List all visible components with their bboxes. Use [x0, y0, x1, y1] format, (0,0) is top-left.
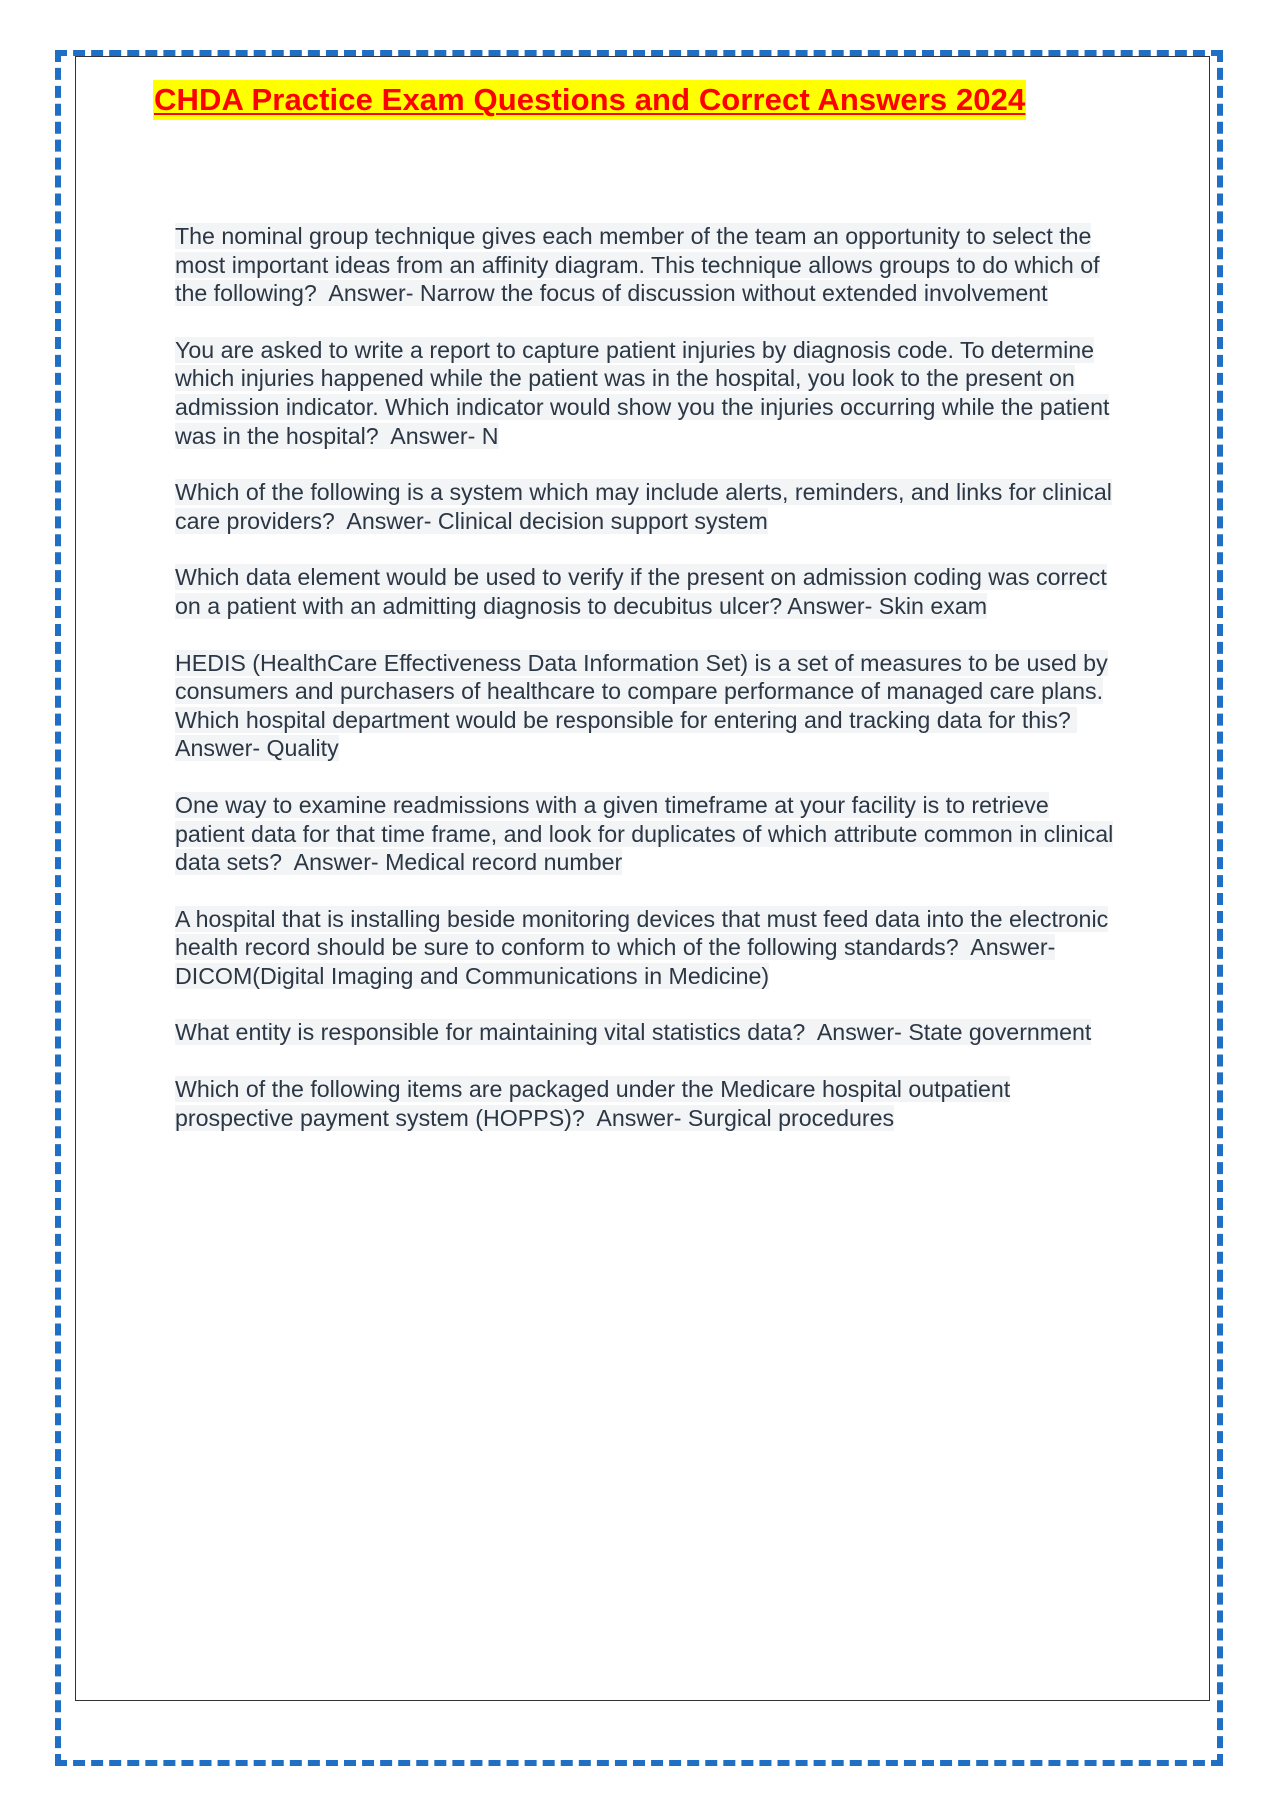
- question-text: One way to examine readmissions with a given timeframe at your facility is to retrieve patient data for that time frame, and look for duplicates of which attribute common in clinical data sets?: [175, 791, 1114, 876]
- qa-item: [175, 336, 1115, 450]
- answer-prefix: Answer-: [293, 849, 379, 876]
- question-text: Which of the following items are packaged under the Medicare hospital outpatient prospective payment system (HOPPS)?: [175, 1076, 1011, 1131]
- qa-item: [175, 1018, 1115, 1047]
- qa-item: [175, 563, 1115, 620]
- question-text: The nominal group technique gives each member of the team an opportunity to select the most important ideas from an affinity diagram. This technique allows groups to do which of the following?: [175, 223, 1100, 307]
- qa-item: [175, 1075, 1115, 1132]
- qa-item: [175, 649, 1115, 763]
- answer-text: Narrow the focus of discussion without extended involvement: [419, 280, 1048, 307]
- answer-text: Skin exam: [878, 592, 988, 619]
- document-title: CHDA Practice Exam Questions and Correct Answers 2024: [153, 80, 1026, 120]
- answer-prefix: Answer-: [596, 1104, 682, 1131]
- qa-item: [175, 478, 1115, 535]
- answer-text: Surgical procedures: [687, 1104, 895, 1131]
- answer-text: N: [481, 422, 499, 449]
- question-text: What entity is responsible for maintaining vital statistics data?: [175, 1019, 806, 1046]
- answer-prefix: Answer-: [816, 1019, 902, 1046]
- question-text: Which of the following is a system which may include alerts, reminders, and links for clinical care providers?: [175, 479, 1112, 534]
- answer-text: State government: [908, 1019, 1092, 1046]
- answer-prefix: Answer-: [390, 422, 476, 449]
- qa-item: [175, 222, 1115, 308]
- answer-text: Medical record number: [385, 849, 623, 876]
- question-text: You are asked to write a report to capture patient injuries by diagnosis code. To determine which injuries happened while the patient was in the hospital, you look to the present on admission indicator. Which indicator would show you the injuries occurring while the patient was in the hospital?: [175, 336, 1110, 449]
- answer-text: DICOM(Digital Imaging and Communications in Medicine): [175, 962, 770, 989]
- answer-text: Clinical decision support system: [437, 507, 768, 534]
- qa-item: [175, 791, 1115, 877]
- qa-item: [175, 905, 1115, 991]
- answer-prefix: Answer-: [970, 934, 1056, 961]
- qa-list: [175, 222, 1115, 1160]
- title-wrapper: [153, 80, 1103, 120]
- answer-prefix: Answer-: [346, 507, 432, 534]
- answer-prefix: Answer-: [328, 280, 414, 307]
- question-text: A hospital that is installing beside monitoring devices that must feed data into the electronic health record should be sure to conform to which of the following standards?: [175, 905, 1109, 961]
- answer-prefix: Answer-: [175, 735, 261, 762]
- question-text: HEDIS (HealthCare Effectiveness Data Information Set) is a set of measures to be used by consumers and purchasers of healthcare to compare performance of managed care plans. Which hospital department would be responsible for entering and tracking data for this?: [175, 649, 1108, 733]
- answer-text: Quality: [266, 735, 339, 762]
- question-text: Which data element would be used to verify if the present on admission coding was correct on a patient with an admitting diagnosis to decubitus ulcer?: [175, 564, 1107, 619]
- answer-prefix: Answer-: [787, 592, 873, 619]
